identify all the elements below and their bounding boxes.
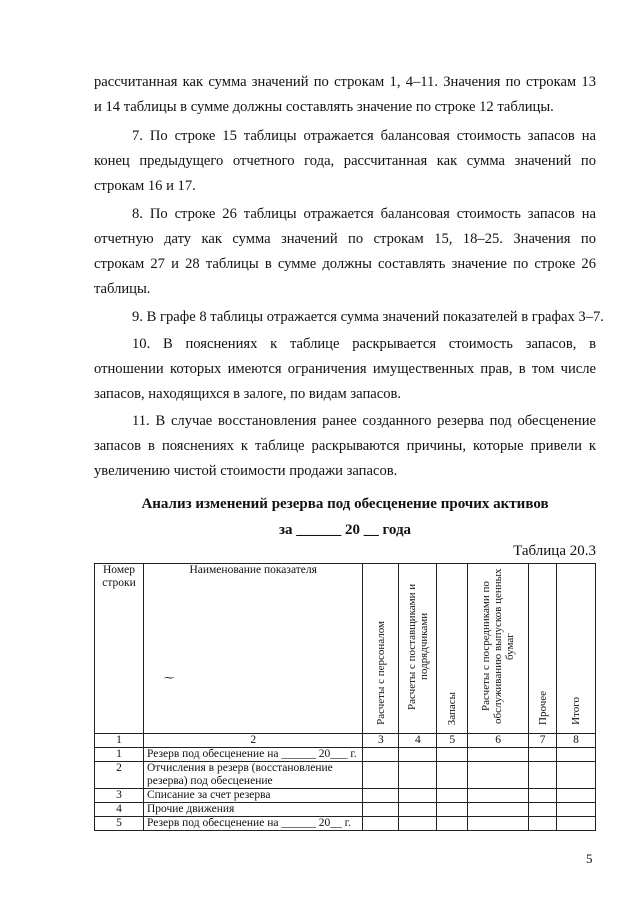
col-number: 8 (557, 734, 596, 748)
table-row (95, 762, 596, 789)
col-number: 7 (529, 734, 557, 748)
header-text: Расчеты с персоналом (374, 621, 387, 725)
text-line: запасов, находящихся в залоге, по видам запасов. (94, 386, 402, 402)
text-line: увеличению чистой стоимости продажи запасов. (94, 463, 398, 479)
header-col-6 (468, 564, 529, 734)
table-label: Таблица 20.3 (513, 543, 596, 559)
table-cell (363, 748, 399, 762)
col-number: 2 (143, 734, 362, 748)
table-cell (399, 803, 437, 817)
table-cell (399, 748, 437, 762)
text-line: отношении которых имеются ограничения имущественных прав, в том числе (94, 361, 596, 377)
table-cell (529, 789, 557, 803)
text-line: рассчитанная как сумма значений по строкам 1, 4–11. Значения по строкам 13 (94, 74, 596, 90)
table-cell (557, 803, 596, 817)
table-cell (557, 789, 596, 803)
table-cell (529, 817, 557, 831)
paragraph-9 (94, 305, 604, 330)
table-cell (363, 803, 399, 817)
row-name: Резерв под обесценение на ______ 20___ г. (143, 748, 362, 762)
text-line: строкам 27 и 28 таблицы в сумме должны составлять значение по строке 26 (94, 256, 596, 272)
text-line: 10. В пояснениях к таблице раскрывается стоимость запасов, в (132, 336, 596, 352)
table-cell (468, 803, 529, 817)
header-text: Прочее (536, 691, 549, 725)
table-row (95, 789, 596, 803)
header-row-number: Номер строки (95, 564, 144, 734)
paragraph-10 (94, 332, 596, 407)
text-line: 11. В случае восстановления ранее созданного резерва под обесценение (132, 413, 596, 429)
paragraph-11 (94, 409, 596, 484)
table-cell (468, 762, 529, 789)
row-name: Списание за счет резерва (143, 789, 362, 803)
row-number: 2 (95, 762, 144, 789)
col-number: 5 (437, 734, 468, 748)
row-number: 4 (95, 803, 144, 817)
table-cell (399, 762, 437, 789)
table-row (95, 803, 596, 817)
text-line: запасов в пояснениях к таблице раскрываются причины, которые привели к (94, 438, 596, 454)
column-number-row (95, 734, 596, 748)
row-name: Отчисления в резерв (восстановление резерва) под обесценение (143, 762, 362, 789)
row-name: Прочие движения (143, 803, 362, 817)
table-cell (557, 817, 596, 831)
header-col-4 (399, 564, 437, 734)
paragraph-7 (94, 124, 596, 199)
table-cell (363, 789, 399, 803)
text-line: строкам 16 и 17. (94, 178, 196, 194)
header-col-5 (437, 564, 468, 734)
text-line: 8. По строке 26 таблицы отражается балансовая стоимость запасов на (132, 206, 596, 222)
table-cell (437, 803, 468, 817)
text-line: 9. В графе 8 таблицы отражается сумма значений показателей в графах 3–7. (132, 309, 604, 325)
row-number: 3 (95, 789, 144, 803)
table-cell (437, 762, 468, 789)
section-period: за ______ 20 __ года (278, 522, 412, 538)
header-text: Расчеты с поставщиками и подрядчиками (405, 583, 430, 710)
header-text: Расчеты с посредниками по обслуживанию выпусков ценных бумаг (480, 568, 517, 725)
table-cell (399, 817, 437, 831)
header-col-3 (363, 564, 399, 734)
table-cell (399, 789, 437, 803)
row-number: 5 (95, 817, 144, 831)
reserve-analysis-table (94, 563, 596, 831)
text-line: отчетную дату как сумма значений по строкам 15, 18–25. Значения по (94, 231, 596, 247)
table-cell (437, 789, 468, 803)
header-indicator-name: Наименование показателя (143, 564, 362, 734)
header-text: Запасы (446, 691, 459, 725)
table-row (95, 817, 596, 831)
table-cell (529, 803, 557, 817)
table-cell (557, 762, 596, 789)
paragraph-8 (94, 202, 596, 302)
table-cell (468, 789, 529, 803)
row-name: Резерв под обесценение на ______ 20__ г. (143, 817, 362, 831)
header-col-8 (557, 564, 596, 734)
text-line: 7. По строке 15 таблицы отражается балансовая стоимость запасов на (132, 128, 596, 144)
table-cell (529, 748, 557, 762)
col-number: 4 (399, 734, 437, 748)
table-cell (529, 762, 557, 789)
col-number: 6 (468, 734, 529, 748)
table-cell (468, 817, 529, 831)
paragraph-continuation (94, 70, 596, 120)
table-cell (468, 748, 529, 762)
header-text: Итого (570, 697, 583, 725)
page-number: 5 (586, 851, 593, 866)
table-cell (557, 748, 596, 762)
row-number: 1 (95, 748, 144, 762)
header-col-7 (529, 564, 557, 734)
section-title: Анализ изменений резерва под обесценение прочих активов (141, 496, 549, 512)
table-cell (437, 817, 468, 831)
text-line: и 14 таблицы в сумме должны составлять значение по строке 12 таблицы. (94, 99, 554, 115)
text-line: таблицы. (94, 281, 151, 297)
text-line: конец предыдущего отчетного года, рассчитанная как сумма значений по (94, 153, 596, 169)
table-cell (363, 817, 399, 831)
table-cell (363, 762, 399, 789)
scan-mark: ⁓ (164, 673, 174, 684)
col-number: 1 (95, 734, 144, 748)
col-number: 3 (363, 734, 399, 748)
table-row (95, 748, 596, 762)
table-header-row (95, 564, 596, 734)
table-cell (437, 748, 468, 762)
